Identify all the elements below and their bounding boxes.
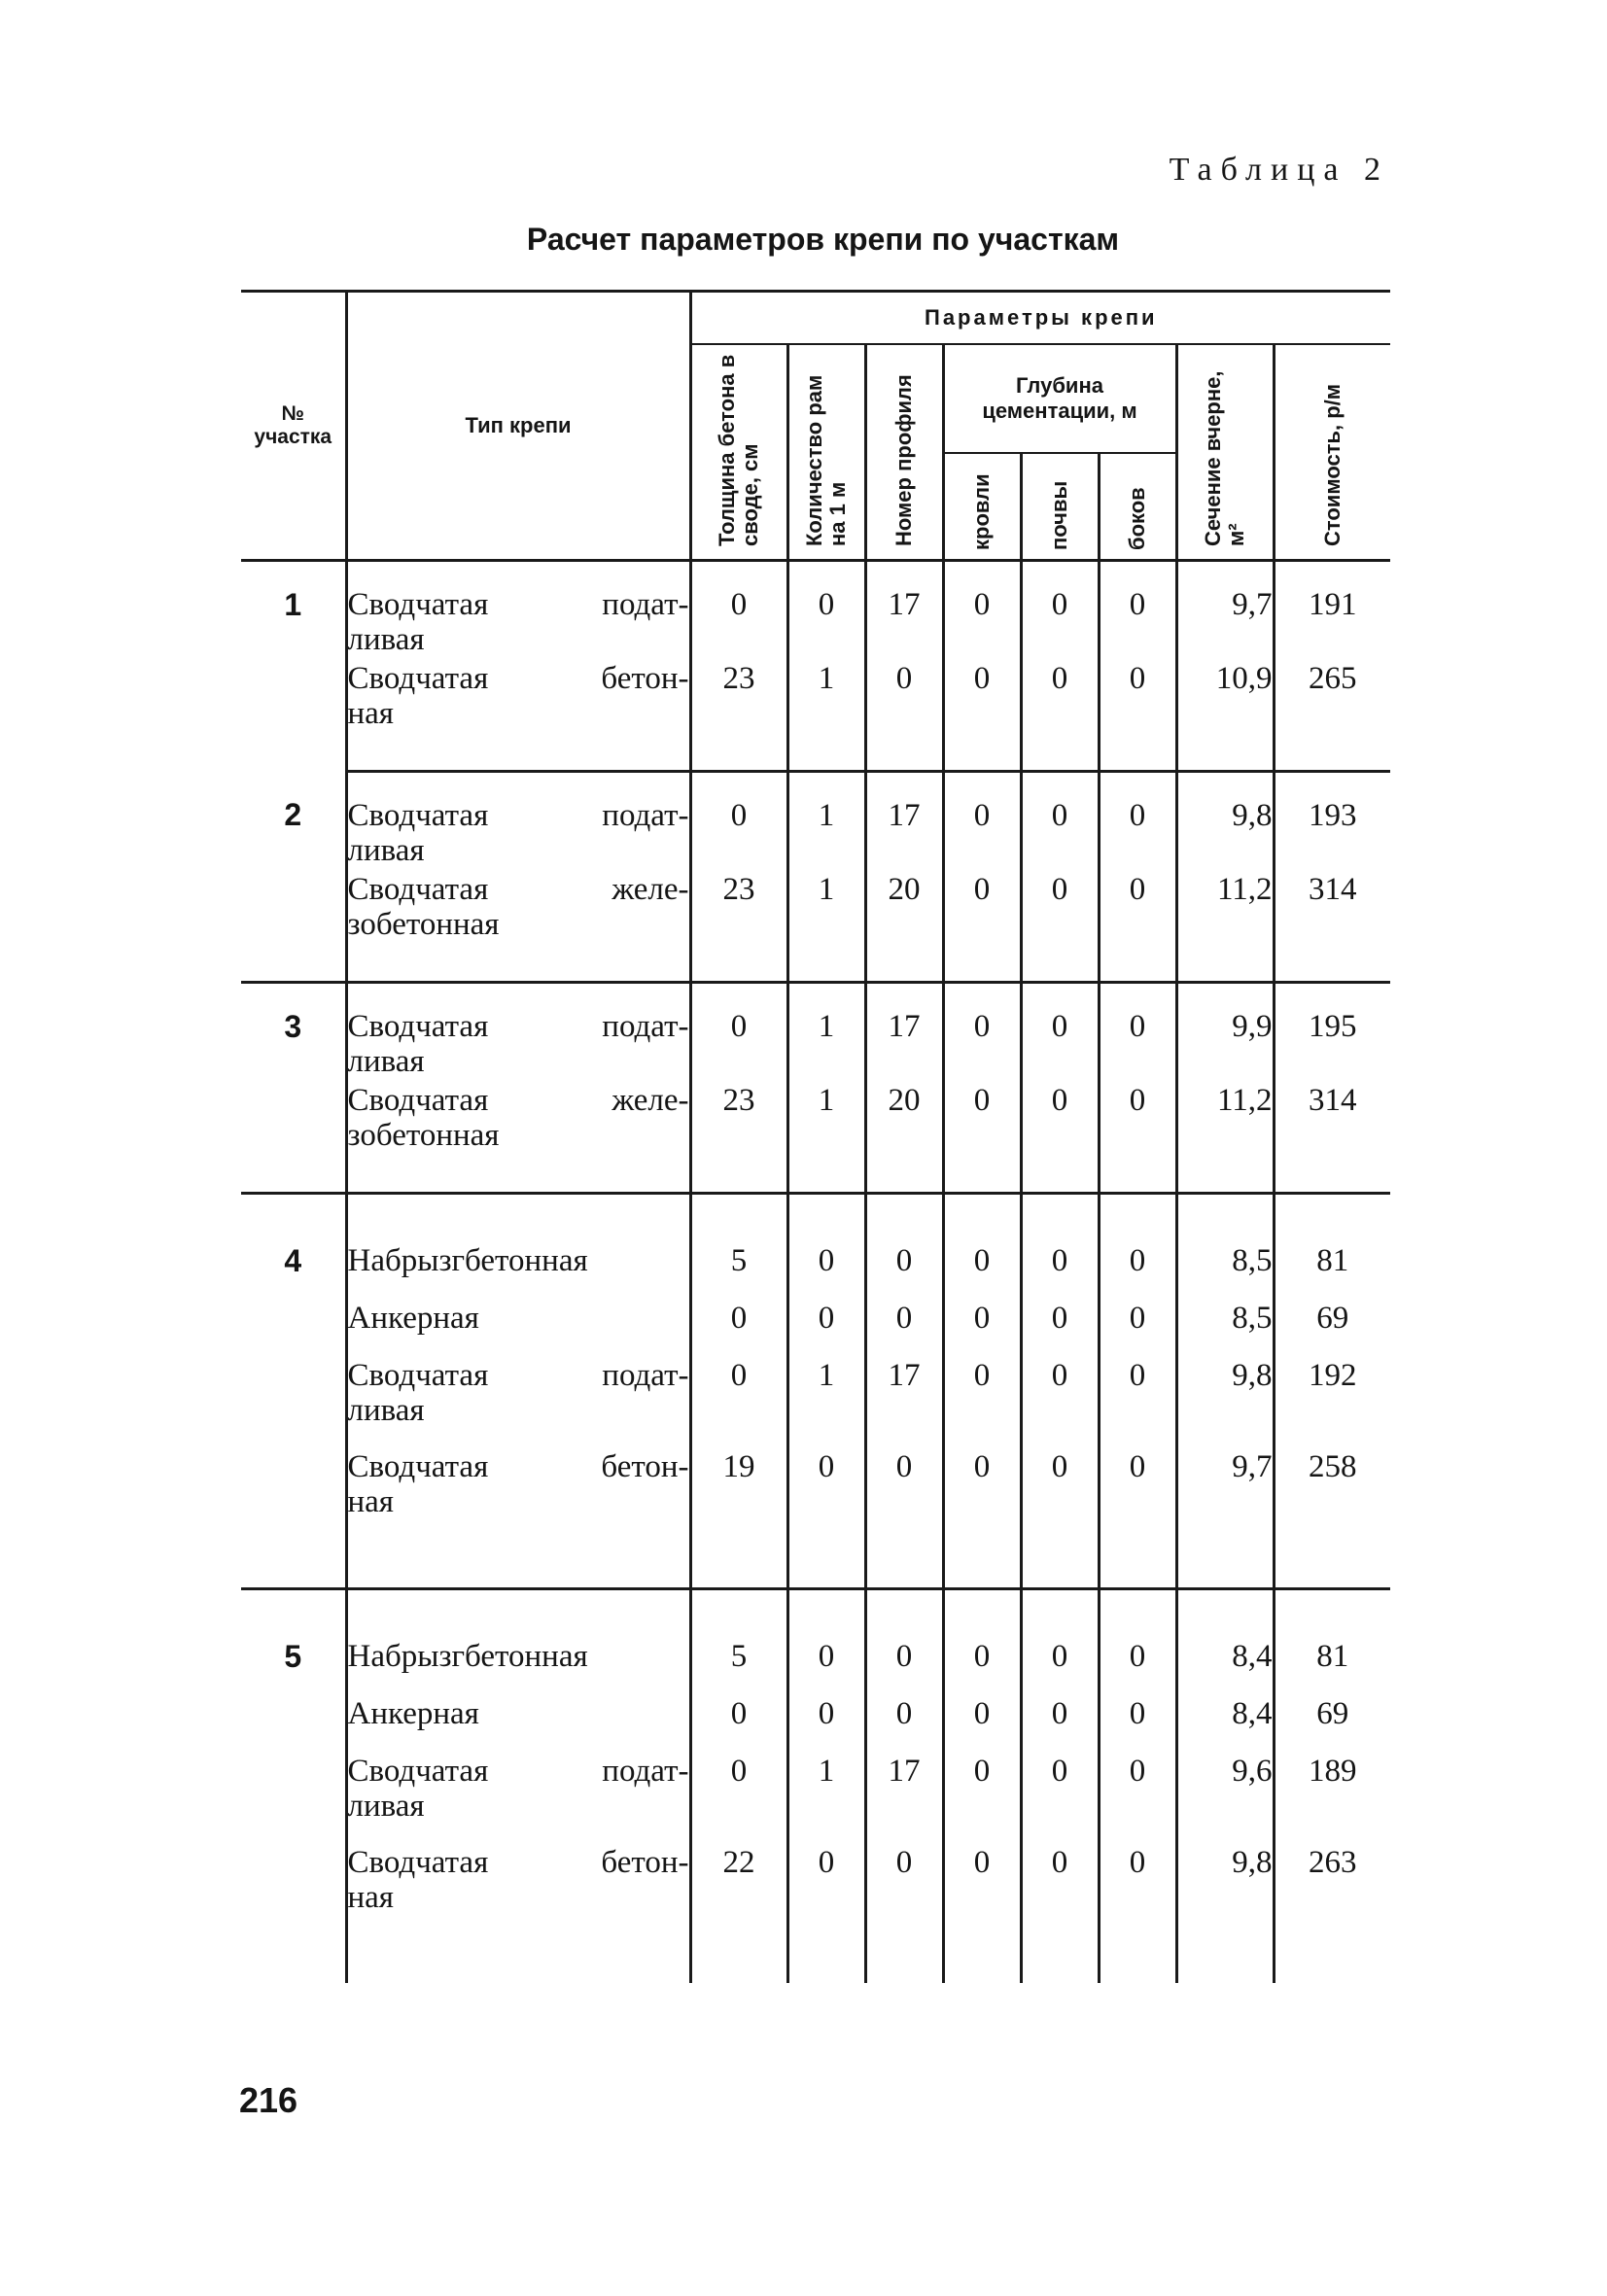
table-row bbox=[241, 772, 1390, 869]
section-number: 3 bbox=[241, 983, 346, 1194]
profile-no: 17 bbox=[865, 983, 943, 1080]
cement-roof: 0 bbox=[943, 1675, 1021, 1732]
support-type: Сводчатая подат- ливая bbox=[346, 772, 690, 869]
cement-sides: 0 bbox=[1099, 1079, 1176, 1194]
frames-per-m: 1 bbox=[787, 868, 865, 983]
section-number: 5 bbox=[241, 1589, 346, 1984]
cement-roof: 0 bbox=[943, 772, 1021, 869]
cement-roof: 0 bbox=[943, 1428, 1021, 1589]
cement-roof: 0 bbox=[943, 1079, 1021, 1194]
cement-floor: 0 bbox=[1021, 1337, 1099, 1428]
header-support-type: Тип крепи bbox=[346, 292, 690, 561]
cost: 314 bbox=[1274, 868, 1390, 983]
header-cross-section: Сечение вчерне, м² bbox=[1176, 344, 1274, 561]
frames-per-m: 0 bbox=[787, 1589, 865, 1676]
profile-no: 0 bbox=[865, 1824, 943, 1983]
cement-floor: 0 bbox=[1021, 561, 1099, 658]
support-type: Сводчатая подат- ливая bbox=[346, 561, 690, 658]
concrete-thickness: 0 bbox=[690, 1279, 787, 1337]
frames-per-m: 0 bbox=[787, 561, 865, 658]
profile-no: 20 bbox=[865, 868, 943, 983]
header-section-no: № участка bbox=[241, 292, 346, 561]
support-type: Сводчатая бетон- ная bbox=[346, 657, 690, 772]
support-type: Сводчатая бетон- ная bbox=[346, 1824, 690, 1983]
cement-sides: 0 bbox=[1099, 561, 1176, 658]
cement-sides: 0 bbox=[1099, 772, 1176, 869]
profile-no: 0 bbox=[865, 1675, 943, 1732]
cost: 189 bbox=[1274, 1732, 1390, 1824]
header-profile-no: Номер профиля bbox=[865, 344, 943, 561]
cross-section: 8,5 bbox=[1176, 1279, 1274, 1337]
table-row bbox=[241, 1194, 1390, 1280]
cost: 193 bbox=[1274, 772, 1390, 869]
cement-floor: 0 bbox=[1021, 1428, 1099, 1589]
frames-per-m: 1 bbox=[787, 1079, 865, 1194]
frames-per-m: 0 bbox=[787, 1675, 865, 1732]
support-type: Набрызгбетонная bbox=[346, 1194, 690, 1280]
table-row bbox=[241, 1279, 1390, 1337]
section-number: 4 bbox=[241, 1194, 346, 1589]
cost: 81 bbox=[1274, 1194, 1390, 1280]
support-type: Набрызгбетонная bbox=[346, 1589, 690, 1676]
profile-no: 17 bbox=[865, 561, 943, 658]
profile-no: 20 bbox=[865, 1079, 943, 1194]
concrete-thickness: 5 bbox=[690, 1194, 787, 1280]
concrete-thickness: 0 bbox=[690, 1337, 787, 1428]
cement-roof: 0 bbox=[943, 983, 1021, 1080]
frames-per-m: 0 bbox=[787, 1824, 865, 1983]
header-concrete-thickness: Толщина бетона в своде, см bbox=[690, 344, 787, 561]
profile-no: 0 bbox=[865, 1194, 943, 1280]
cross-section: 9,8 bbox=[1176, 1824, 1274, 1983]
cement-sides: 0 bbox=[1099, 1732, 1176, 1824]
cement-floor: 0 bbox=[1021, 1079, 1099, 1194]
support-type: Сводчатая желе- зобетонная bbox=[346, 1079, 690, 1194]
cost: 195 bbox=[1274, 983, 1390, 1080]
cement-sides: 0 bbox=[1099, 1675, 1176, 1732]
support-type: Анкерная bbox=[346, 1279, 690, 1337]
concrete-thickness: 0 bbox=[690, 1732, 787, 1824]
frames-per-m: 1 bbox=[787, 772, 865, 869]
table-row bbox=[241, 1428, 1390, 1589]
support-type: Сводчатая подат- ливая bbox=[346, 1732, 690, 1824]
header-cost: Стоимость, р/м bbox=[1274, 344, 1390, 561]
cement-floor: 0 bbox=[1021, 1824, 1099, 1983]
cost: 81 bbox=[1274, 1589, 1390, 1676]
cross-section: 11,2 bbox=[1176, 868, 1274, 983]
cost: 191 bbox=[1274, 561, 1390, 658]
cement-floor: 0 bbox=[1021, 1732, 1099, 1824]
cross-section: 8,4 bbox=[1176, 1675, 1274, 1732]
concrete-thickness: 23 bbox=[690, 657, 787, 772]
section-number: 2 bbox=[241, 772, 346, 983]
profile-no: 0 bbox=[865, 1589, 943, 1676]
cement-roof: 0 bbox=[943, 561, 1021, 658]
cement-roof: 0 bbox=[943, 1337, 1021, 1428]
concrete-thickness: 19 bbox=[690, 1428, 787, 1589]
frames-per-m: 0 bbox=[787, 1194, 865, 1280]
frames-per-m: 1 bbox=[787, 983, 865, 1080]
table-row bbox=[241, 1589, 1390, 1676]
cross-section: 8,4 bbox=[1176, 1589, 1274, 1676]
profile-no: 17 bbox=[865, 1337, 943, 1428]
header-cement-sides: боков bbox=[1099, 453, 1176, 561]
header-cement-depth: Глубина цементации, м bbox=[943, 344, 1176, 453]
support-type: Анкерная bbox=[346, 1675, 690, 1732]
cross-section: 9,9 bbox=[1176, 983, 1274, 1080]
page-number: 216 bbox=[239, 2080, 298, 2120]
cost: 69 bbox=[1274, 1279, 1390, 1337]
cement-roof: 0 bbox=[943, 1279, 1021, 1337]
table-row bbox=[241, 657, 1390, 772]
cost: 69 bbox=[1274, 1675, 1390, 1732]
cement-sides: 0 bbox=[1099, 657, 1176, 772]
table-row bbox=[241, 1337, 1390, 1428]
concrete-thickness: 23 bbox=[690, 1079, 787, 1194]
cement-roof: 0 bbox=[943, 1589, 1021, 1676]
concrete-thickness: 23 bbox=[690, 868, 787, 983]
cement-sides: 0 bbox=[1099, 1279, 1176, 1337]
cement-floor: 0 bbox=[1021, 772, 1099, 869]
cost: 263 bbox=[1274, 1824, 1390, 1983]
cement-roof: 0 bbox=[943, 868, 1021, 983]
cross-section: 8,5 bbox=[1176, 1194, 1274, 1280]
concrete-thickness: 5 bbox=[690, 1589, 787, 1676]
cement-sides: 0 bbox=[1099, 1589, 1176, 1676]
header-cement-roof: кровли bbox=[943, 453, 1021, 561]
concrete-thickness: 0 bbox=[690, 772, 787, 869]
cement-floor: 0 bbox=[1021, 868, 1099, 983]
support-type: Сводчатая подат- ливая bbox=[346, 1337, 690, 1428]
profile-no: 0 bbox=[865, 1279, 943, 1337]
frames-per-m: 1 bbox=[787, 1337, 865, 1428]
cement-roof: 0 bbox=[943, 1732, 1021, 1824]
cement-roof: 0 bbox=[943, 1194, 1021, 1280]
section-number: 1 bbox=[241, 561, 346, 772]
table-row bbox=[241, 983, 1390, 1080]
cross-section: 10,9 bbox=[1176, 657, 1274, 772]
cement-sides: 0 bbox=[1099, 1824, 1176, 1983]
header-cement-floor: почвы bbox=[1021, 453, 1099, 561]
profile-no: 17 bbox=[865, 1732, 943, 1824]
concrete-thickness: 0 bbox=[690, 1675, 787, 1732]
cement-sides: 0 bbox=[1099, 1337, 1176, 1428]
profile-no: 0 bbox=[865, 657, 943, 772]
cost: 314 bbox=[1274, 1079, 1390, 1194]
profile-no: 0 bbox=[865, 1428, 943, 1589]
table-row bbox=[241, 1824, 1390, 1983]
table-row bbox=[241, 561, 1390, 658]
cost: 258 bbox=[1274, 1428, 1390, 1589]
cement-roof: 0 bbox=[943, 1824, 1021, 1983]
cement-roof: 0 bbox=[943, 657, 1021, 772]
table-row bbox=[241, 1675, 1390, 1732]
table-row bbox=[241, 868, 1390, 983]
cement-floor: 0 bbox=[1021, 1589, 1099, 1676]
support-type: Сводчатая желе- зобетонная bbox=[346, 868, 690, 983]
cement-floor: 0 bbox=[1021, 1279, 1099, 1337]
header-params-group: Параметры крепи bbox=[690, 292, 1390, 345]
cement-sides: 0 bbox=[1099, 983, 1176, 1080]
cement-sides: 0 bbox=[1099, 1428, 1176, 1589]
profile-no: 17 bbox=[865, 772, 943, 869]
frames-per-m: 0 bbox=[787, 1428, 865, 1589]
frames-per-m: 1 bbox=[787, 657, 865, 772]
concrete-thickness: 0 bbox=[690, 561, 787, 658]
header-frames-per-m: Количество рам на 1 м bbox=[787, 344, 865, 561]
table-label: Таблица 2 bbox=[1169, 152, 1389, 188]
page-title: Расчет параметров крепи по участкам bbox=[526, 222, 1120, 257]
support-parameters-table bbox=[241, 290, 1390, 1983]
cement-sides: 0 bbox=[1099, 1194, 1176, 1280]
cross-section: 9,6 bbox=[1176, 1732, 1274, 1824]
cross-section: 9,8 bbox=[1176, 772, 1274, 869]
concrete-thickness: 22 bbox=[690, 1824, 787, 1983]
cement-floor: 0 bbox=[1021, 983, 1099, 1080]
cross-section: 9,7 bbox=[1176, 561, 1274, 658]
cement-floor: 0 bbox=[1021, 1675, 1099, 1732]
frames-per-m: 1 bbox=[787, 1732, 865, 1824]
cross-section: 9,8 bbox=[1176, 1337, 1274, 1428]
cement-floor: 0 bbox=[1021, 1194, 1099, 1280]
table-row bbox=[241, 1079, 1390, 1194]
cross-section: 9,7 bbox=[1176, 1428, 1274, 1589]
cost: 192 bbox=[1274, 1337, 1390, 1428]
table-row bbox=[241, 1732, 1390, 1824]
support-type: Сводчатая бетон- ная bbox=[346, 1428, 690, 1589]
cement-floor: 0 bbox=[1021, 657, 1099, 772]
cross-section: 11,2 bbox=[1176, 1079, 1274, 1194]
frames-per-m: 0 bbox=[787, 1279, 865, 1337]
concrete-thickness: 0 bbox=[690, 983, 787, 1080]
cost: 265 bbox=[1274, 657, 1390, 772]
cement-sides: 0 bbox=[1099, 868, 1176, 983]
support-type: Сводчатая подат- ливая bbox=[346, 983, 690, 1080]
